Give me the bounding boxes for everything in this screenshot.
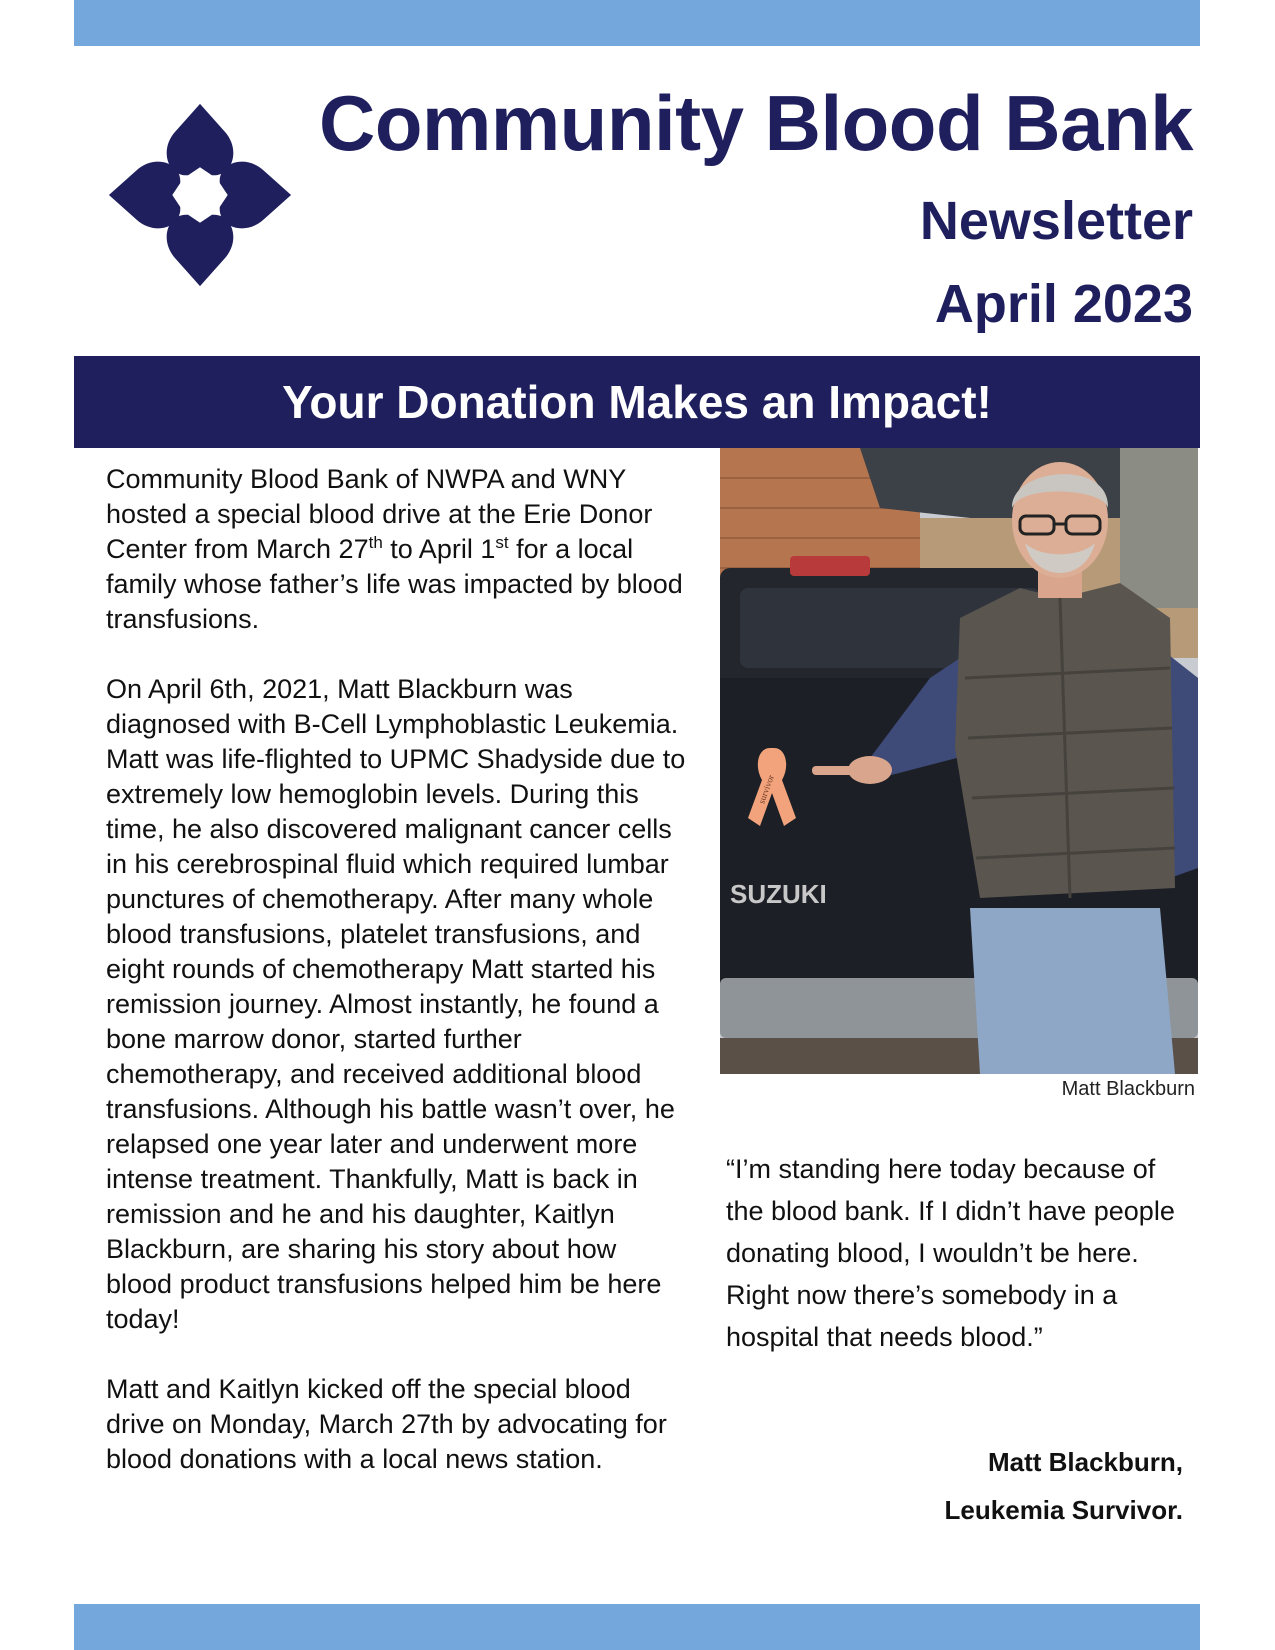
ribbon-label: survivor — [756, 773, 776, 806]
section-banner — [74, 356, 1200, 448]
photo-caption: Matt Blackburn — [1061, 1078, 1195, 1100]
quote-attribution — [945, 1438, 1183, 1534]
quote-author: Matt Blackburn, — [987, 1447, 1183, 1477]
newsletter-subtitle: Newsletter — [919, 191, 1193, 251]
article-body — [106, 462, 686, 1512]
truck-badge: SUZUKI — [730, 879, 827, 909]
section-heading: Your Donation Makes an Impact! — [282, 376, 992, 428]
survivor-photo — [720, 448, 1198, 1074]
article-paragraph-3: Matt and Kaitlyn kicked off the special blood drive on Monday, March 27th by advocating for blood donations with a local news station. — [106, 1374, 667, 1474]
hearts-logo-icon — [98, 96, 302, 294]
survivor-quote: “I’m standing here today because of the blood bank. If I didn’t have people donating blood, I wouldn’t be here. Right now there’s somebody in a hospital that needs blood.” — [726, 1154, 1175, 1352]
article-paragraph-1: Community Blood Bank of NWPA and WNY hosted a special blood drive at the Erie Donor Center from March 27th to April 1st for a local family whose father’s life was impacted by blood transfusions. — [106, 464, 683, 634]
bottom-accent-bar — [74, 1604, 1200, 1650]
article-paragraph-2: On April 6th, 2021, Matt Blackburn was diagnosed with B-Cell Lymphoblastic Leukemia. Matt was life-flighted to UPMC Shadyside due to extremely low hemoglobin levels. During this time, he also discovered malignant cancer cells in his cerebrospinal fluid which required lumbar punctures of chemotherapy. After many whole blood transfusions, platelet transfusions, and eight rounds of chemotherapy Matt started his remission journey. Almost instantly, he found a bone marrow donor, started further chemotherapy, and received additional blood transfusions. Although his battle wasn’t over, he relapsed one year later and underwent more intense treatment. Thankfully, Matt is back in remission and he and his daughter, Kaitlyn Blackburn, are sharing his story about how blood product transfusions helped him be here today! — [106, 674, 686, 1334]
top-accent-bar — [74, 0, 1200, 46]
photo-illustration — [720, 448, 1198, 1074]
newsletter-title: Community Blood Bank — [318, 79, 1193, 167]
issue-date: April 2023 — [934, 274, 1193, 334]
quote-author-role: Leukemia Survivor. — [944, 1495, 1183, 1525]
